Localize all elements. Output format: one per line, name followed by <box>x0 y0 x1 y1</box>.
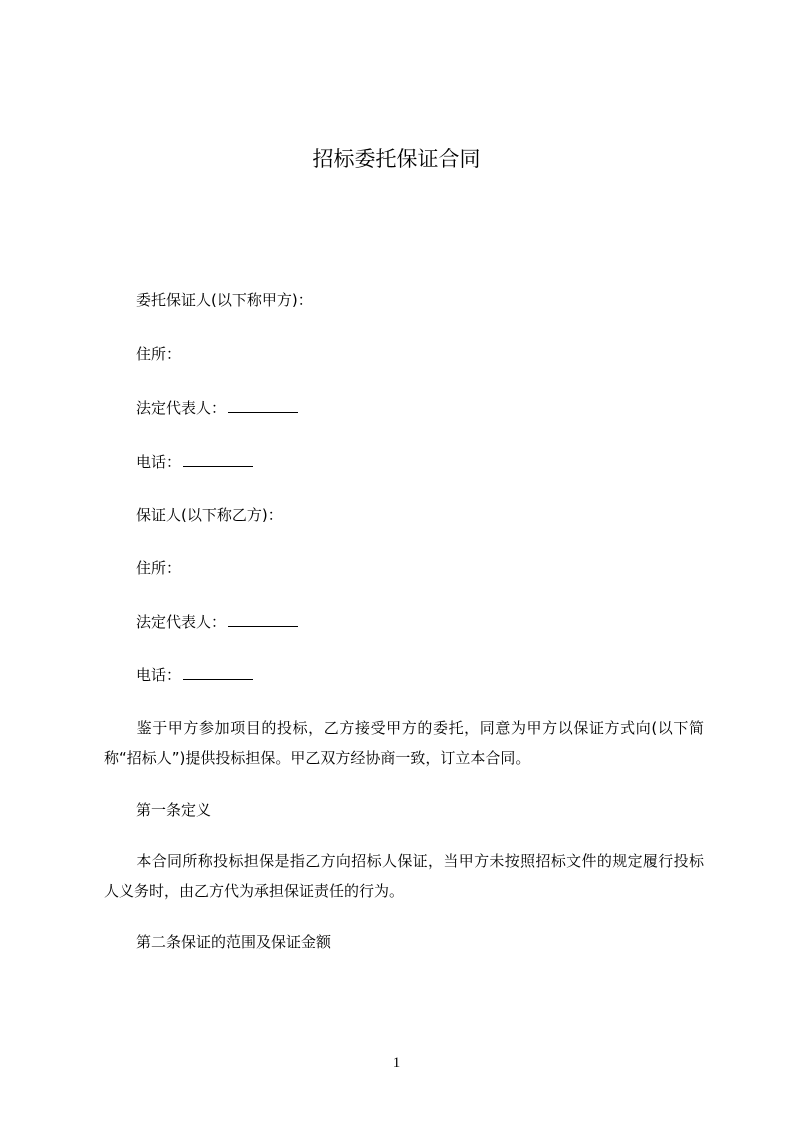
article-1-title: 第一条定义 <box>136 801 212 819</box>
party-b-legal-rep <box>136 612 298 632</box>
party-b-address: 住所： <box>136 559 182 577</box>
article-2-title: 第二条保证的范围及保证金额 <box>136 933 332 951</box>
party-b-phone-blank <box>183 665 253 680</box>
party-b-phone <box>136 665 253 685</box>
party-a-legal-rep <box>136 398 298 418</box>
party-b-legal-rep-label: 法定代表人： <box>136 613 227 631</box>
party-b-legal-rep-blank <box>228 612 298 627</box>
party-b-heading: 保证人(以下称乙方)： <box>136 506 283 524</box>
preamble-paragraph <box>104 713 704 773</box>
party-a-legal-rep-blank <box>228 398 298 413</box>
party-a-phone <box>136 452 253 472</box>
party-a-phone-blank <box>183 452 253 467</box>
party-a-phone-label: 电话： <box>136 453 182 471</box>
party-a-heading: 委托保证人(以下称甲方)： <box>136 291 313 309</box>
article-1-paragraph <box>104 846 704 906</box>
article-1-text: 本合同所称投标担保是指乙方向招标人保证，当甲方未按照招标文件的规定履行投标人义务时，由乙方代为承担保证责任的行为。 <box>104 852 704 900</box>
party-a-legal-rep-label: 法定代表人： <box>136 399 227 417</box>
page-number: 1 <box>392 1055 401 1071</box>
document-title: 招标委托保证合同 <box>312 147 481 171</box>
preamble-text: 鉴于甲方参加项目的投标，乙方接受甲方的委托，同意为甲方以保证方式向(以下简称“招标人”)提供投标担保。甲乙双方经协商一致，订立本合同。 <box>104 719 704 767</box>
party-a-address: 住所： <box>136 345 182 363</box>
party-b-phone-label: 电话： <box>136 666 182 684</box>
